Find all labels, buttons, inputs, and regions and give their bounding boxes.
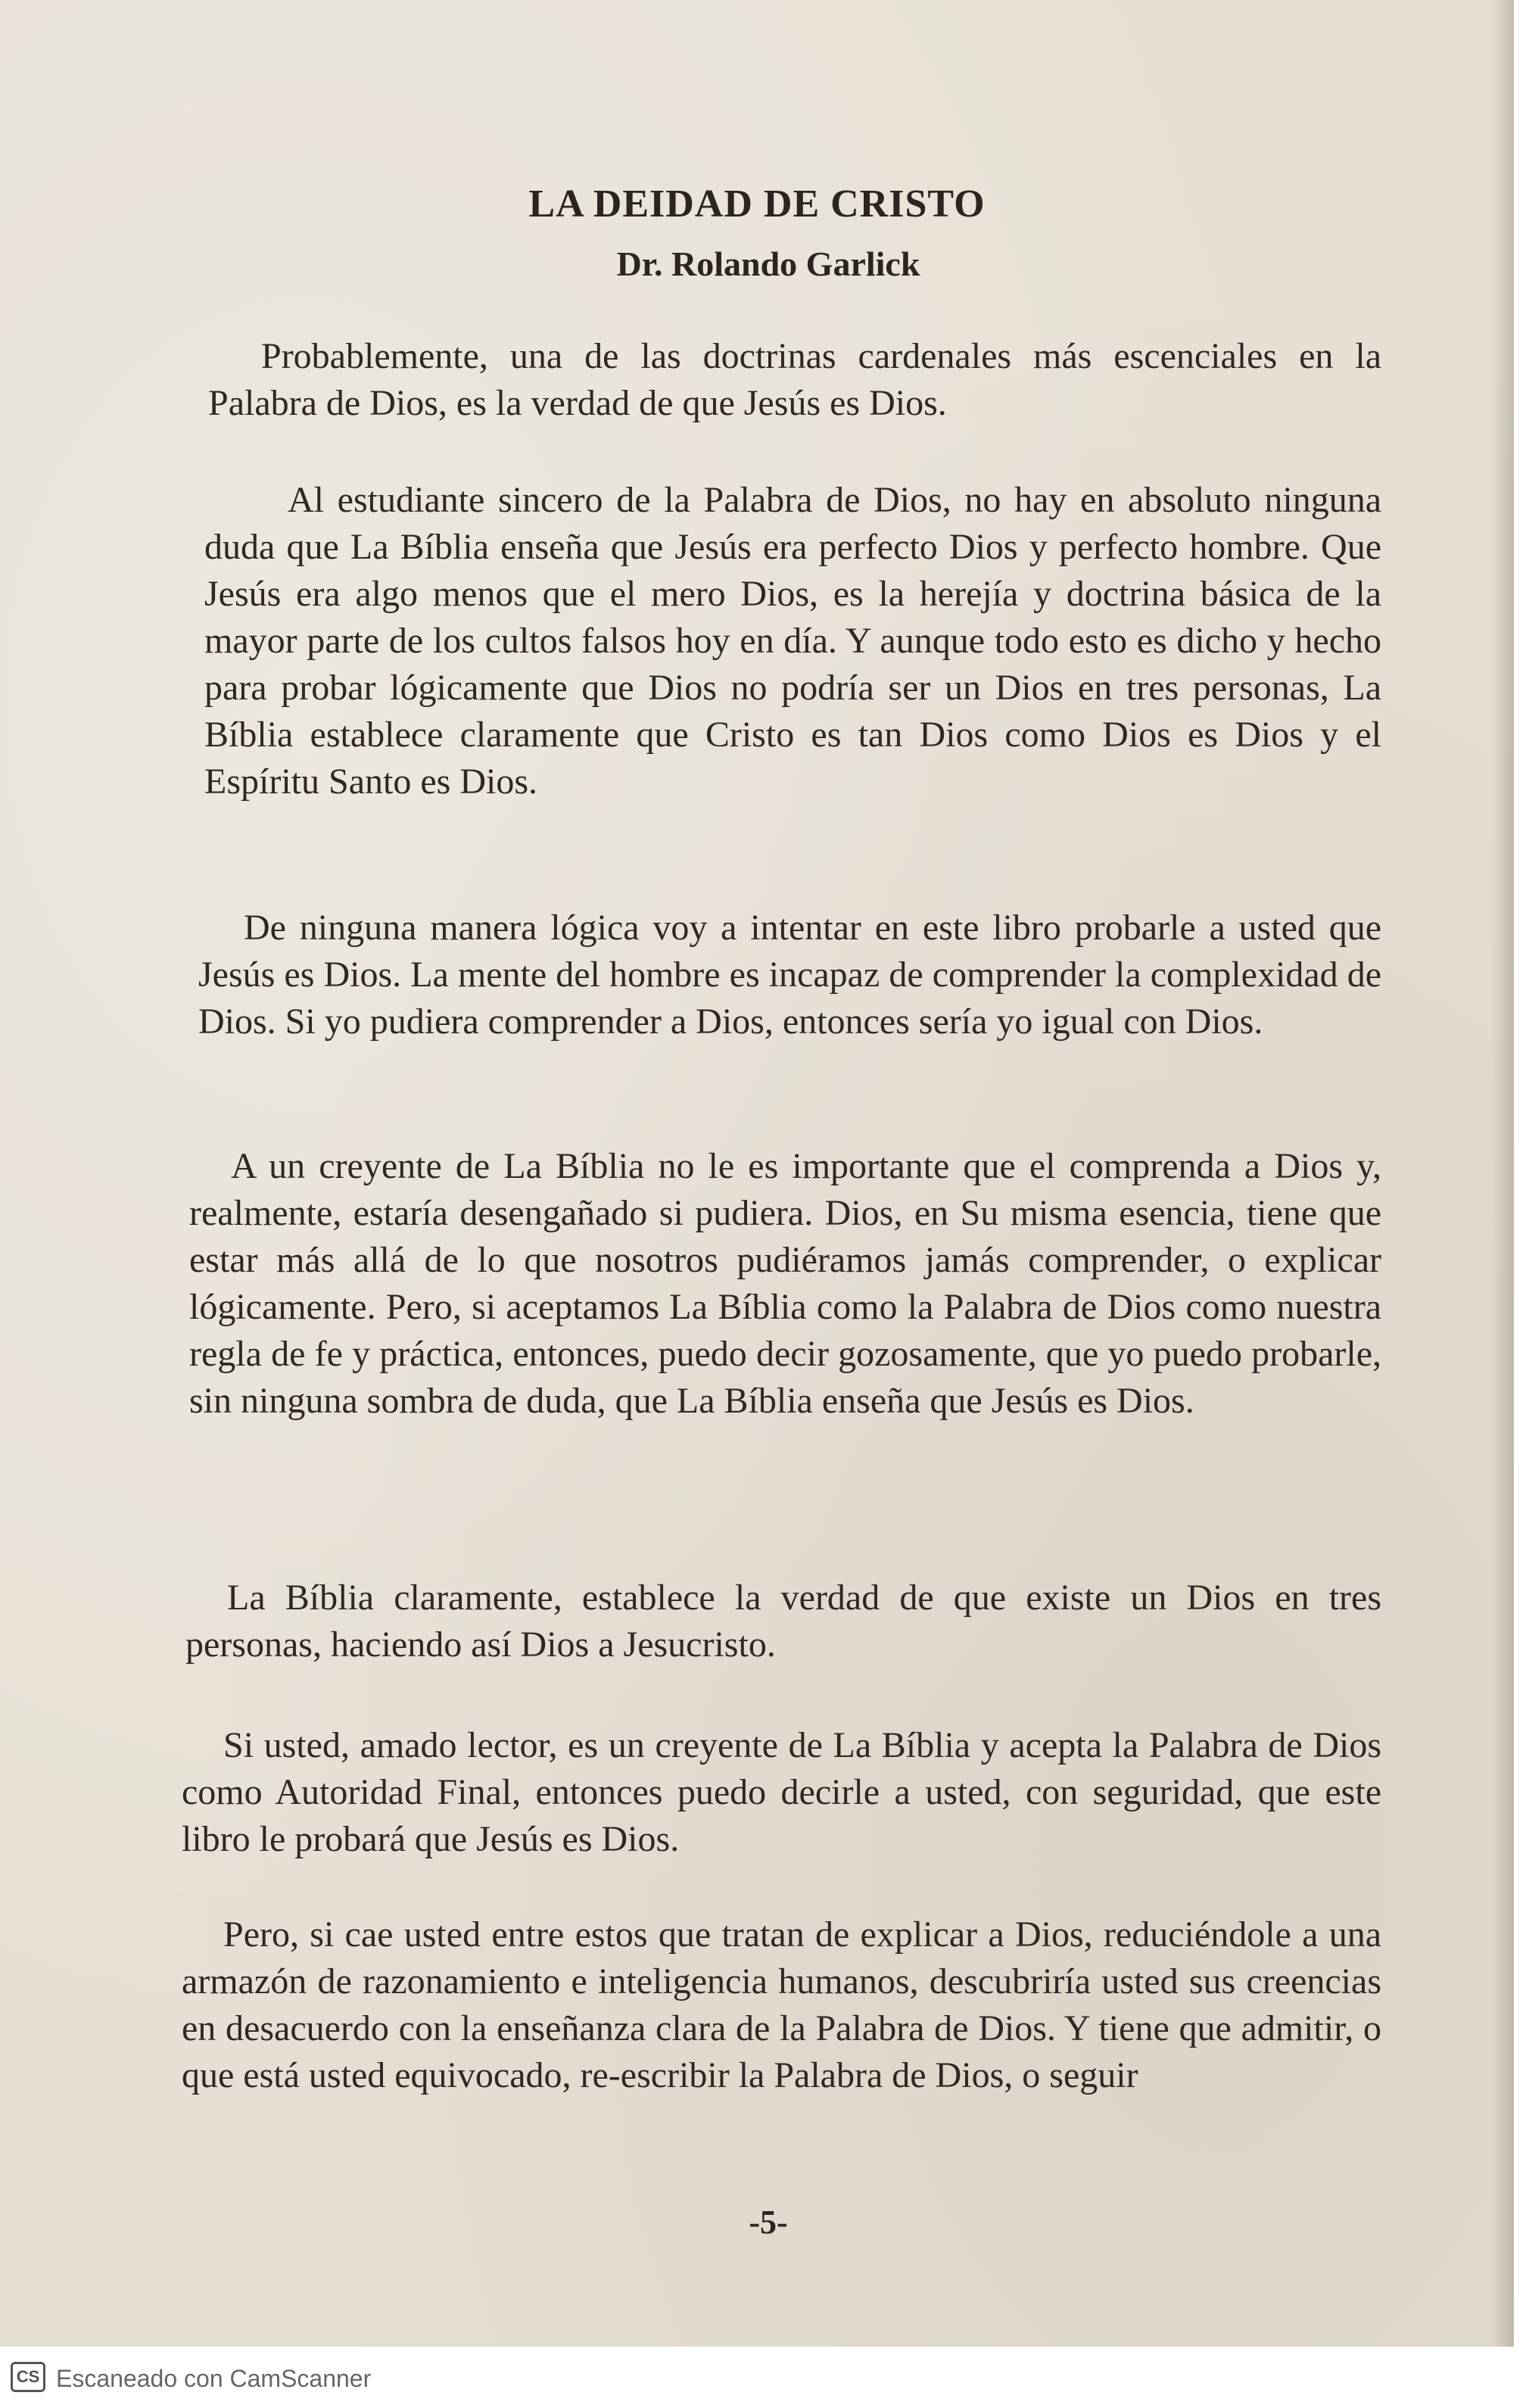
paragraph: Pero, si cae usted entre estos que tratan de explicar a Dios, reduciéndole a una armazón de razonamiento e inteligencia humanos, descubriría usted sus creencias en desacuerdo con la enseñanza clara de la Palabra de Dios. Y tiene que admitir, o que está usted equivocado, re-escribir la Palabra de Dios, o seguir (182, 1914, 1381, 2095)
scanner-watermark-text: Escaneado con CamScanner (56, 2365, 372, 2392)
page-edge-shadow (1491, 0, 1514, 2347)
paragraph: De ninguna manera lógica voy a intentar en este libro probarle a usted que Jesús es Dios. La mente del hombre es incapaz de comprender la complexidad de Dios. Si yo pudiera comprender a Dios, entonces sería yo igual con Dios. (198, 908, 1381, 1042)
document-title: LA DEIDAD DE CRISTO (528, 182, 986, 226)
paragraph: Probablemente, una de las doctrinas cardenales más escenciales en la Palabra de Dios, es la verdad de que Jesús es Dios. (208, 336, 1381, 423)
document-author: Dr. Rolando Garlick (616, 245, 920, 283)
camscanner-logo-icon: CS (11, 2362, 45, 2392)
page-number: -5- (749, 2204, 788, 2241)
scanner-footer (0, 2347, 1526, 2408)
paragraph: Si usted, amado lector, es un creyente de La Bíblia y acepta la Palabra de Dios como Autoridad Final, entonces puedo decirle a usted, con seguridad, que este libro le probará que Jesús es Dios. (182, 1725, 1381, 1859)
paragraph: Al estudiante sincero de la Palabra de Dios, no hay en absoluto ninguna duda que La Bíblia enseña que Jesús era perfecto Dios y perfecto hombre. Que Jesús era algo menos que el mero Dios, es la herejía y doctrina básica de la mayor parte de los cultos falsos hoy en día. Y aunque todo esto es dicho y hecho para probar lógicamente que Dios no podría ser un Dios en tres personas, La Bíblia establece claramente que Cristo es tan Dios como Dios es Dios y el Espíritu Santo es Dios. (204, 480, 1381, 802)
paragraph: A un creyente de La Bíblia no le es importante que el comprenda a Dios y, realmente, estaría desengañado si pudiera. Dios, en Su misma esencia, tiene que estar más allá de lo que nosotros pudiéramos jamás comprender, o explicar lógicamente. Pero, si aceptamos La Bíblia como la Palabra de Dios como nuestra regla de fe y práctica, entonces, puedo decir gozosamente, que yo puedo probarle, sin ninguna sombra de duda, que La Bíblia enseña que Jesús es Dios. (189, 1146, 1381, 1421)
paragraph: La Bíblia claramente, establece la verdad de que existe un Dios en tres personas, haciendo así Dios a Jesucristo. (185, 1578, 1381, 1665)
